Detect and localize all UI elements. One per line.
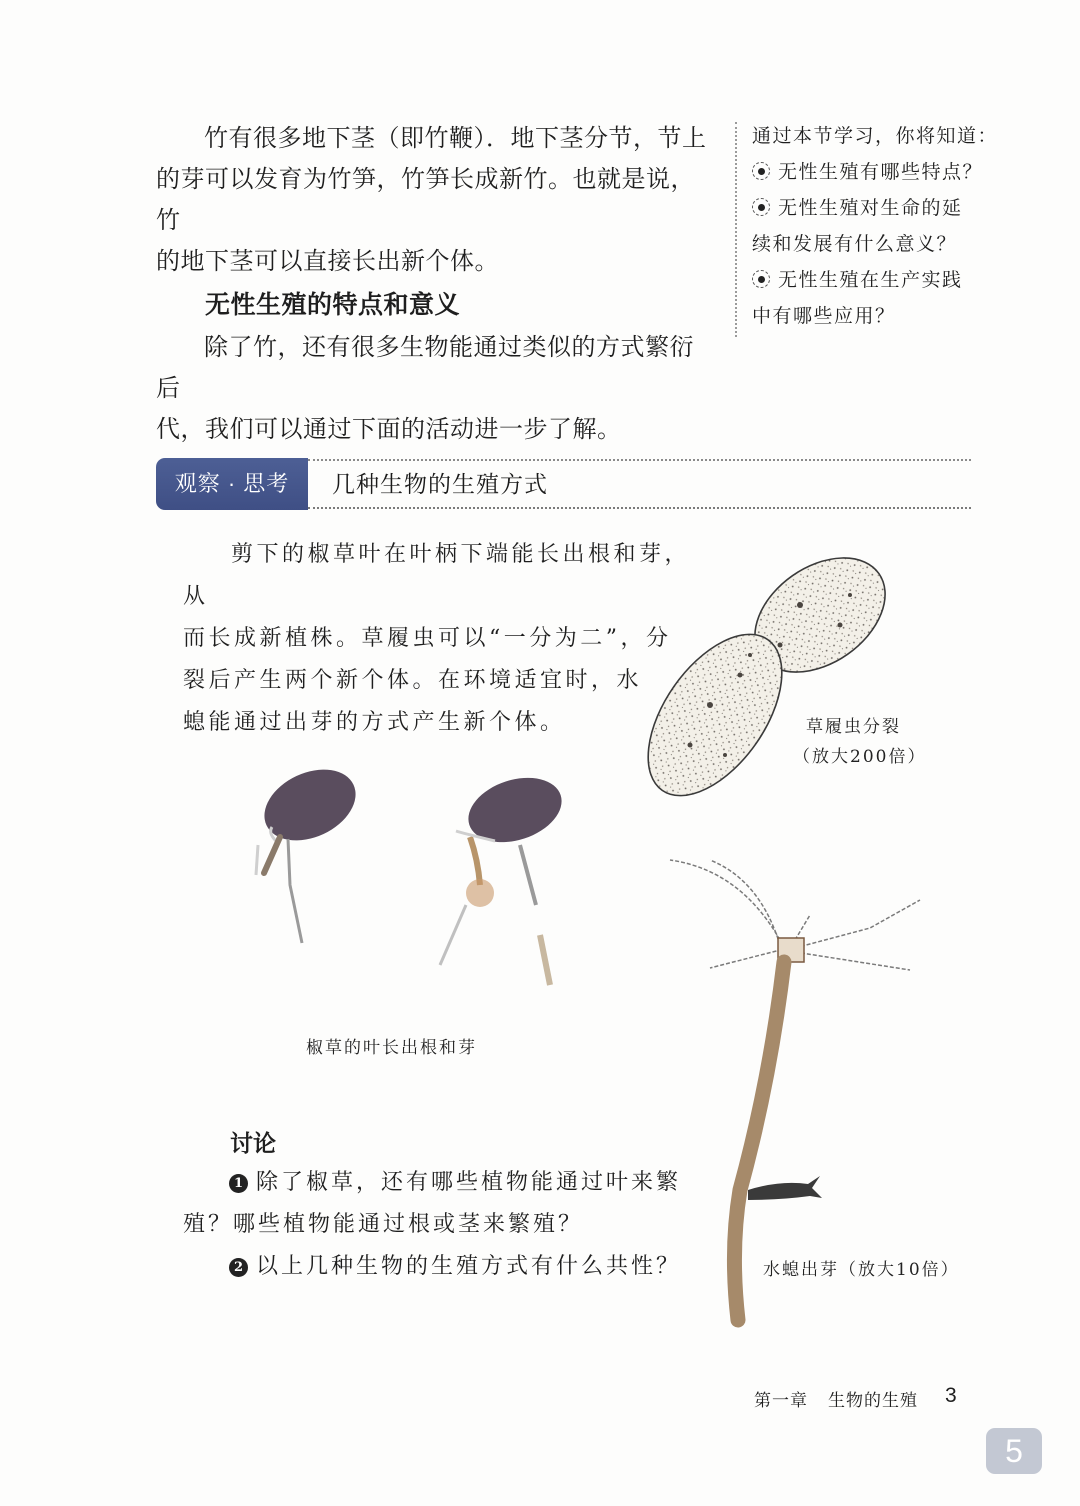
activity-tag: 观察 · 思考 xyxy=(156,458,308,510)
section-line: 代，我们可以通过下面的活动进一步了解。 xyxy=(156,415,622,443)
section-line: 除了竹，还有很多生物能通过类似的方式繁衍后 xyxy=(156,333,694,402)
activity-line: 螅能通过出芽的方式产生新个体。 xyxy=(183,710,566,735)
learning-goal-item xyxy=(752,190,982,226)
number-badge-icon: 2 xyxy=(229,1258,248,1277)
target-bullet-icon xyxy=(752,162,770,180)
number-badge-icon: 1 xyxy=(229,1174,248,1193)
activity-line: 而长成新植株。草履虫可以“一分为二”，分 xyxy=(183,626,672,651)
goal-text-continued: 续和发展有什么意义？ xyxy=(752,233,958,255)
intro-line: 的芽可以发育为竹笋，竹笋长成新竹。也就是说，竹 xyxy=(156,165,695,234)
discussion-question xyxy=(183,1246,703,1288)
learning-goals-sidebar xyxy=(752,118,999,334)
paramecium-division-illustration xyxy=(650,555,900,805)
activity-paragraph xyxy=(183,534,703,744)
learning-goals-heading: 通过本节学习，你将知道： xyxy=(752,125,999,147)
intro-paragraph xyxy=(156,118,711,282)
viewer-page-badge: 5 xyxy=(986,1428,1042,1474)
activity-line: 剪下的椒草叶在叶柄下端能长出根和芽，从 xyxy=(183,542,691,609)
question-text: 以上几种生物的生殖方式有什么共性？ xyxy=(256,1254,682,1279)
goal-text: 无性生殖有哪些特点？ xyxy=(778,161,984,183)
intro-line: 竹有很多地下茎（即竹鞭）．地下茎分节，节上 xyxy=(204,124,707,152)
peperomia-caption: 椒草的叶长出根和芽 xyxy=(306,1038,477,1058)
question-text: 除了椒草，还有哪些植物能通过叶来繁 xyxy=(256,1170,682,1195)
target-bullet-icon xyxy=(752,198,770,216)
chapter-title: 生物的生殖 xyxy=(828,1391,918,1411)
learning-goal-item xyxy=(752,154,982,190)
chapter-footer xyxy=(754,1386,918,1411)
intro-line: 的地下茎可以直接长出新个体。 xyxy=(156,247,499,275)
hydra-caption: 水螅出芽（放大10倍） xyxy=(763,1260,960,1280)
chapter-label: 第一章 xyxy=(754,1391,808,1411)
discussion-questions xyxy=(183,1162,703,1288)
section-paragraph xyxy=(156,327,716,450)
discussion-heading: 讨论 xyxy=(230,1131,276,1157)
learning-goal-item xyxy=(752,262,982,298)
paramecium-caption: 草履虫分裂 xyxy=(806,717,901,737)
discussion-question xyxy=(183,1162,703,1204)
paramecium-magnification: （放大200倍） xyxy=(793,747,927,767)
question-text-continued: 殖？哪些植物能通过根或茎来繁殖？ xyxy=(183,1212,584,1237)
target-bullet-icon xyxy=(752,270,770,288)
activity-title: 几种生物的生殖方式 xyxy=(332,471,548,497)
activity-header xyxy=(156,458,971,510)
section-heading: 无性生殖的特点和意义 xyxy=(205,290,461,319)
goal-text-continued: 中有哪些应用？ xyxy=(752,305,896,327)
page-number: 3 xyxy=(945,1384,957,1407)
goal-text: 无性生殖在生产实践 xyxy=(778,269,963,291)
activity-line: 裂后产生两个新个体。在环境适宜时，水 xyxy=(183,668,643,693)
hydra-budding-illustration xyxy=(660,820,1000,1330)
sidebar-divider xyxy=(735,122,737,337)
peperomia-leaf-illustration xyxy=(240,765,580,1005)
goal-text: 无性生殖对生命的延 xyxy=(778,197,963,219)
